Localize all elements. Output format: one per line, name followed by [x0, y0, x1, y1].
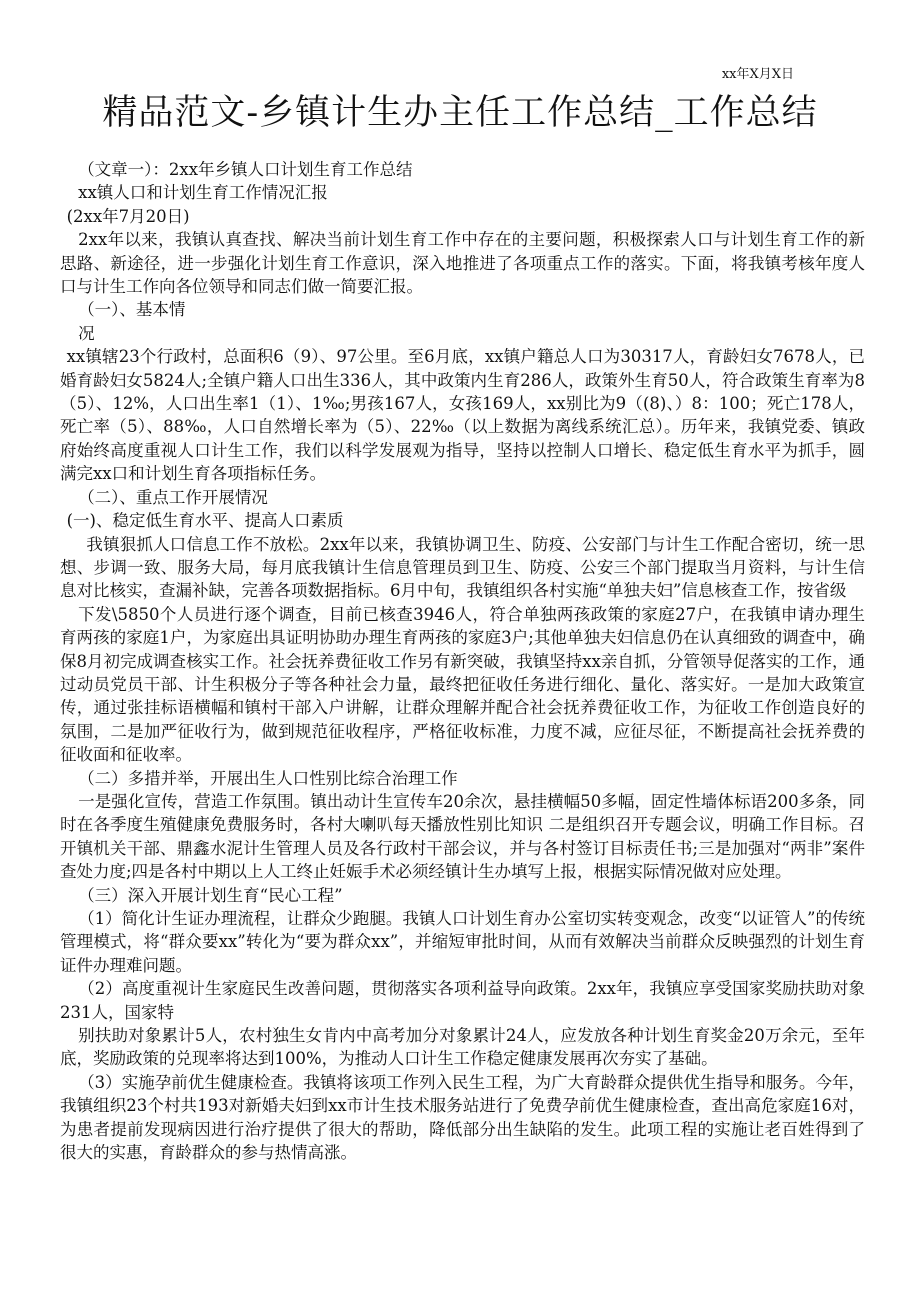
document-body — [60, 158, 865, 1164]
subsection-heading: (一)、稳定低生育水平、提高人口素质 — [66, 511, 344, 531]
section-heading: （一）、基本情 — [78, 300, 186, 320]
paragraph: （1）简化计生证办理流程，让群众少跑腿。我镇人口计划生育办公室切实转变观念，改变“以证管人”的传统管理模式，将“群众要xx”转化为“要为群众xx”，并缩短审批时间，从而有效解决当前群众反映强烈的计划生育证件办理难问题。 — [60, 909, 865, 975]
paragraph: 2xx年以来，我镇认真查找、解决当前计划生育工作中存在的主要问题，积极探索人口与计划生育工作的新思路、新途径，进一步强化计划生育工作意识，深入地推进了各项重点工作的落实。下面，将我镇考核年度人口与计生工作向各位领导和同志们做一简要汇报。 — [60, 230, 865, 297]
section-heading: （二）、重点工作开展情况 — [78, 487, 268, 507]
article-heading: （文章一）：2xx年乡镇人口计划生育工作总结 — [78, 160, 413, 179]
paragraph: 别扶助对象累计5人，农村独生女肯内中高考加分对象累计24人，应发放各种计划生育奖金20万余元，至年底，奖励政策的兑现率将达到100%，为推动人口计生工作稳定健康发展再次夯实了基础。 — [60, 1026, 865, 1069]
paragraph: 下发\5850个人员进行逐个调查，目前已核查3946人，符合单独两孩政策的家庭27户，在我镇申请办理生育两孩的家庭1户，为家庭出具证明协助办理生育两孩的家庭3户;其他单独夫妇信息仍在认真细致的调查中，确保8月初完成调查核实工作。社会抚养费征收工作另有新突破，我镇坚持xx亲自抓，分管领导促落实的工作，通过动员党员干部、计生积极分子等各种社会力量，最终把征收任务进行细化、量化、落实好。一是加大政策宣传，通过张挂标语横幅和镇村干部入户讲解，让群众理解并配合社会抚养费征收工作，为征收工作创造良好的氛围，二是加严征收行为，做到规范征收程序，严格征收标准，力度不减，应征尽征，不断提高社会抚养费的征收面和征收率。 — [60, 604, 865, 765]
paragraph: （2）高度重视计生家庭民生改善问题，贯彻落实各项利益导向政策。2xx年，我镇应享受国家奖励扶助对象231人，国家特 — [60, 979, 865, 1022]
subsection-heading: （三）深入开展计划生育“民心工程” — [78, 885, 343, 905]
paragraph: 我镇狠抓人口信息工作不放松。2xx年以来，我镇协调卫生、防疫、公安部门与计生工作配合密切，统一思想、步调一致、服务大局，每月底我镇计生信息管理员到卫生、防疫、公安三个部门提取当月资料，与计生信息对比核实，查漏补缺，完善各项数据指标。6月中旬，我镇组织各村实施“单独夫妇”信息核查工作，按省级 — [60, 534, 865, 601]
document-date: xx年X月X日 — [721, 67, 794, 82]
section-heading-continued: 况 — [78, 323, 95, 343]
document-title: 精品范文-乡镇计生办主任工作总结_工作总结 — [102, 93, 818, 133]
paragraph: 一是强化宣传，营造工作氛围。镇出动计生宣传车20余次，悬挂横幅50多幅，固定性墙体标语200多条，同时在各季度生殖健康免费服务时，各村大喇叭每天播放性别比知识 二是组织召开专题会议，明确工作目标。召开镇机关干部、鼎鑫水泥计生管理人员及各行政村干部会议，并与各村签订目标责任书;三是加强对“两非”案件查处力度;四是各村中期以上人工终止妊娠手术必须经镇计生办填写上报，根据实际情况做对应处理。 — [60, 791, 865, 882]
report-date: (2xx年7月20日) — [66, 206, 190, 226]
report-title: xx镇人口和计划生育工作情况汇报 — [78, 183, 328, 203]
paragraph: xx镇辖23个行政村，总面积6（9）、97公里。至6月底，xx镇户籍总人口为30317人，育龄妇女7678人，已婚育龄妇女5824人;全镇户籍人口出生336人，其中政策内生育286人，政策外生育50人，符合政策生育率为8（5）、12%，人口出生率1（1）、1‰;男孩167人，女孩169人，xx别比为9（(8)、）8：100；死亡178人，死亡率（5）、88‰，人口自然增长率为（5）、22‰（以上数据为离线系统汇总）。历年来，我镇党委、镇政府始终高度重视人口计生工作，我们以科学发展观为指导，坚持以控制人口增长、稳定低生育水平为抓手，圆满完xx口和计划生育各项指标任务。 — [60, 347, 865, 484]
paragraph: （3）实施孕前优生健康检查。我镇将该项工作列入民生工程，为广大育龄群众提供优生指导和服务。今年，我镇组织23个村共193对新婚夫妇到xx市计生技术服务站进行了免费孕前优生健康检查，查出高危家庭16对，为患者提前发现病因进行治疗提供了很大的帮助，降低部分出生缺陷的发生。此项工程的实施让老百姓得到了很大的实惠，育龄群众的参与热情高涨。 — [60, 1072, 865, 1163]
subsection-heading: （二）多措并举，开展出生人口性别比综合治理工作 — [78, 768, 458, 788]
